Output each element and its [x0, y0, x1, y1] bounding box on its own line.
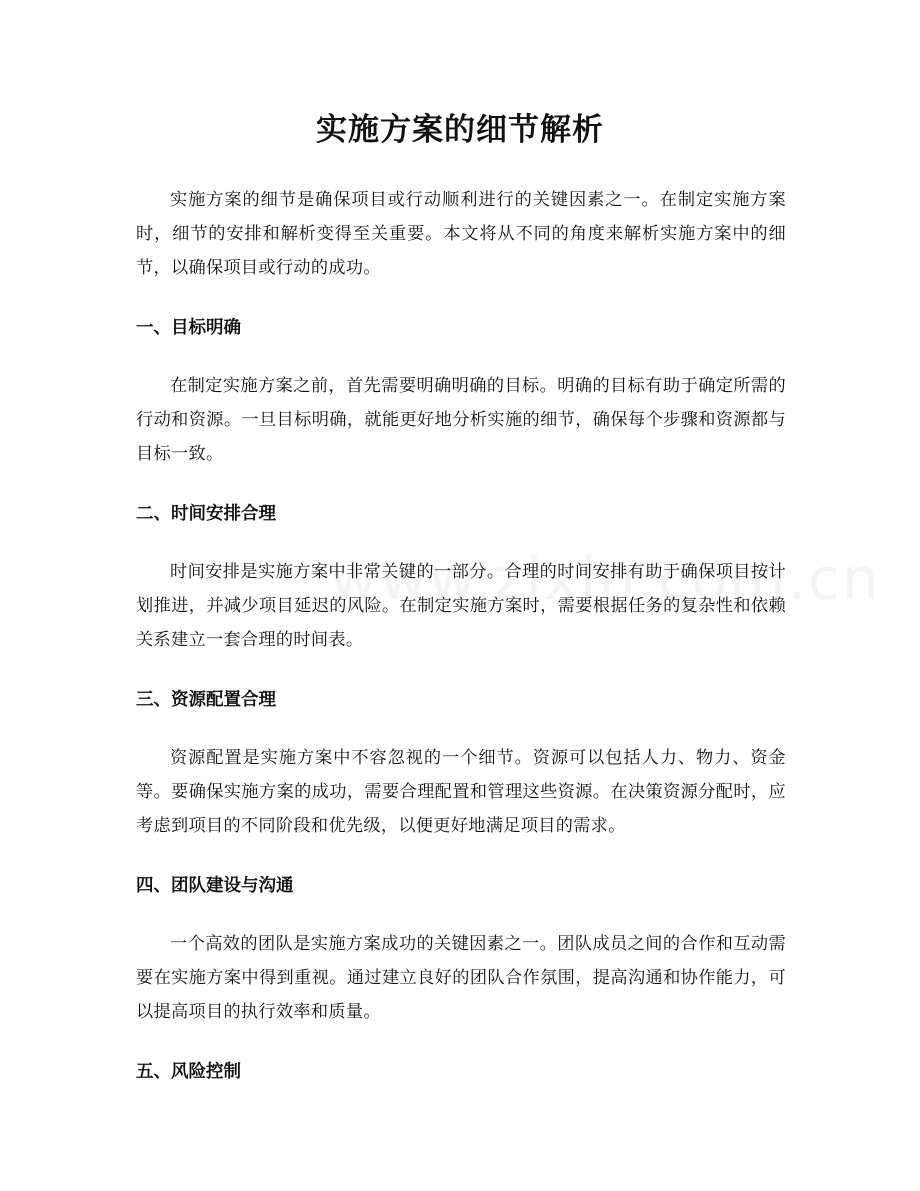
section-heading-5: 五、风险控制 [136, 1062, 241, 1082]
section-heading-3: 三、资源配置合理 [136, 690, 276, 710]
section-heading-1: 一、目标明确 [136, 318, 241, 338]
document-title: 实施方案的细节解析 [316, 112, 604, 148]
section-heading-2: 二、时间安排合理 [136, 504, 276, 524]
section-body-1: 在制定实施方案之前，首先需要明确明确的目标。明确的目标有助于确定所需的行动和资源。一旦目标明确，就能更好地分析实施的细节，确保每个步骤和资源都与目标一致。 [136, 376, 786, 464]
section-body-4: 一个高效的团队是实施方案成功的关键因素之一。团队成员之间的合作和互动需要在实施方案中得到重视。通过建立良好的团队合作氛围，提高沟通和协作能力，可以提高项目的执行效率和质量。 [136, 934, 786, 1022]
section-heading-4: 四、团队建设与沟通 [136, 876, 294, 896]
section-body-3: 资源配置是实施方案中不容忽视的一个细节。资源可以包括人力、物力、资金等。要确保实施方案的成功，需要合理配置和管理这些资源。在决策资源分配时，应考虑到项目的不同阶段和优先级，以便更好地满足项目的需求。 [136, 748, 786, 836]
intro-paragraph: 实施方案的细节是确保项目或行动顺利进行的关键因素之一。在制定实施方案时，细节的安排和解析变得至关重要。本文将从不同的角度来解析实施方案中的细节，以确保项目或行动的成功。 [136, 190, 786, 278]
document-body [136, 183, 786, 1113]
section-body-2: 时间安排是实施方案中非常关键的一部分。合理的时间安排有助于确保项目按计划推进，并减少项目延迟的风险。在制定实施方案时，需要根据任务的复杂性和依赖关系建立一套合理的时间表。 [136, 562, 786, 650]
